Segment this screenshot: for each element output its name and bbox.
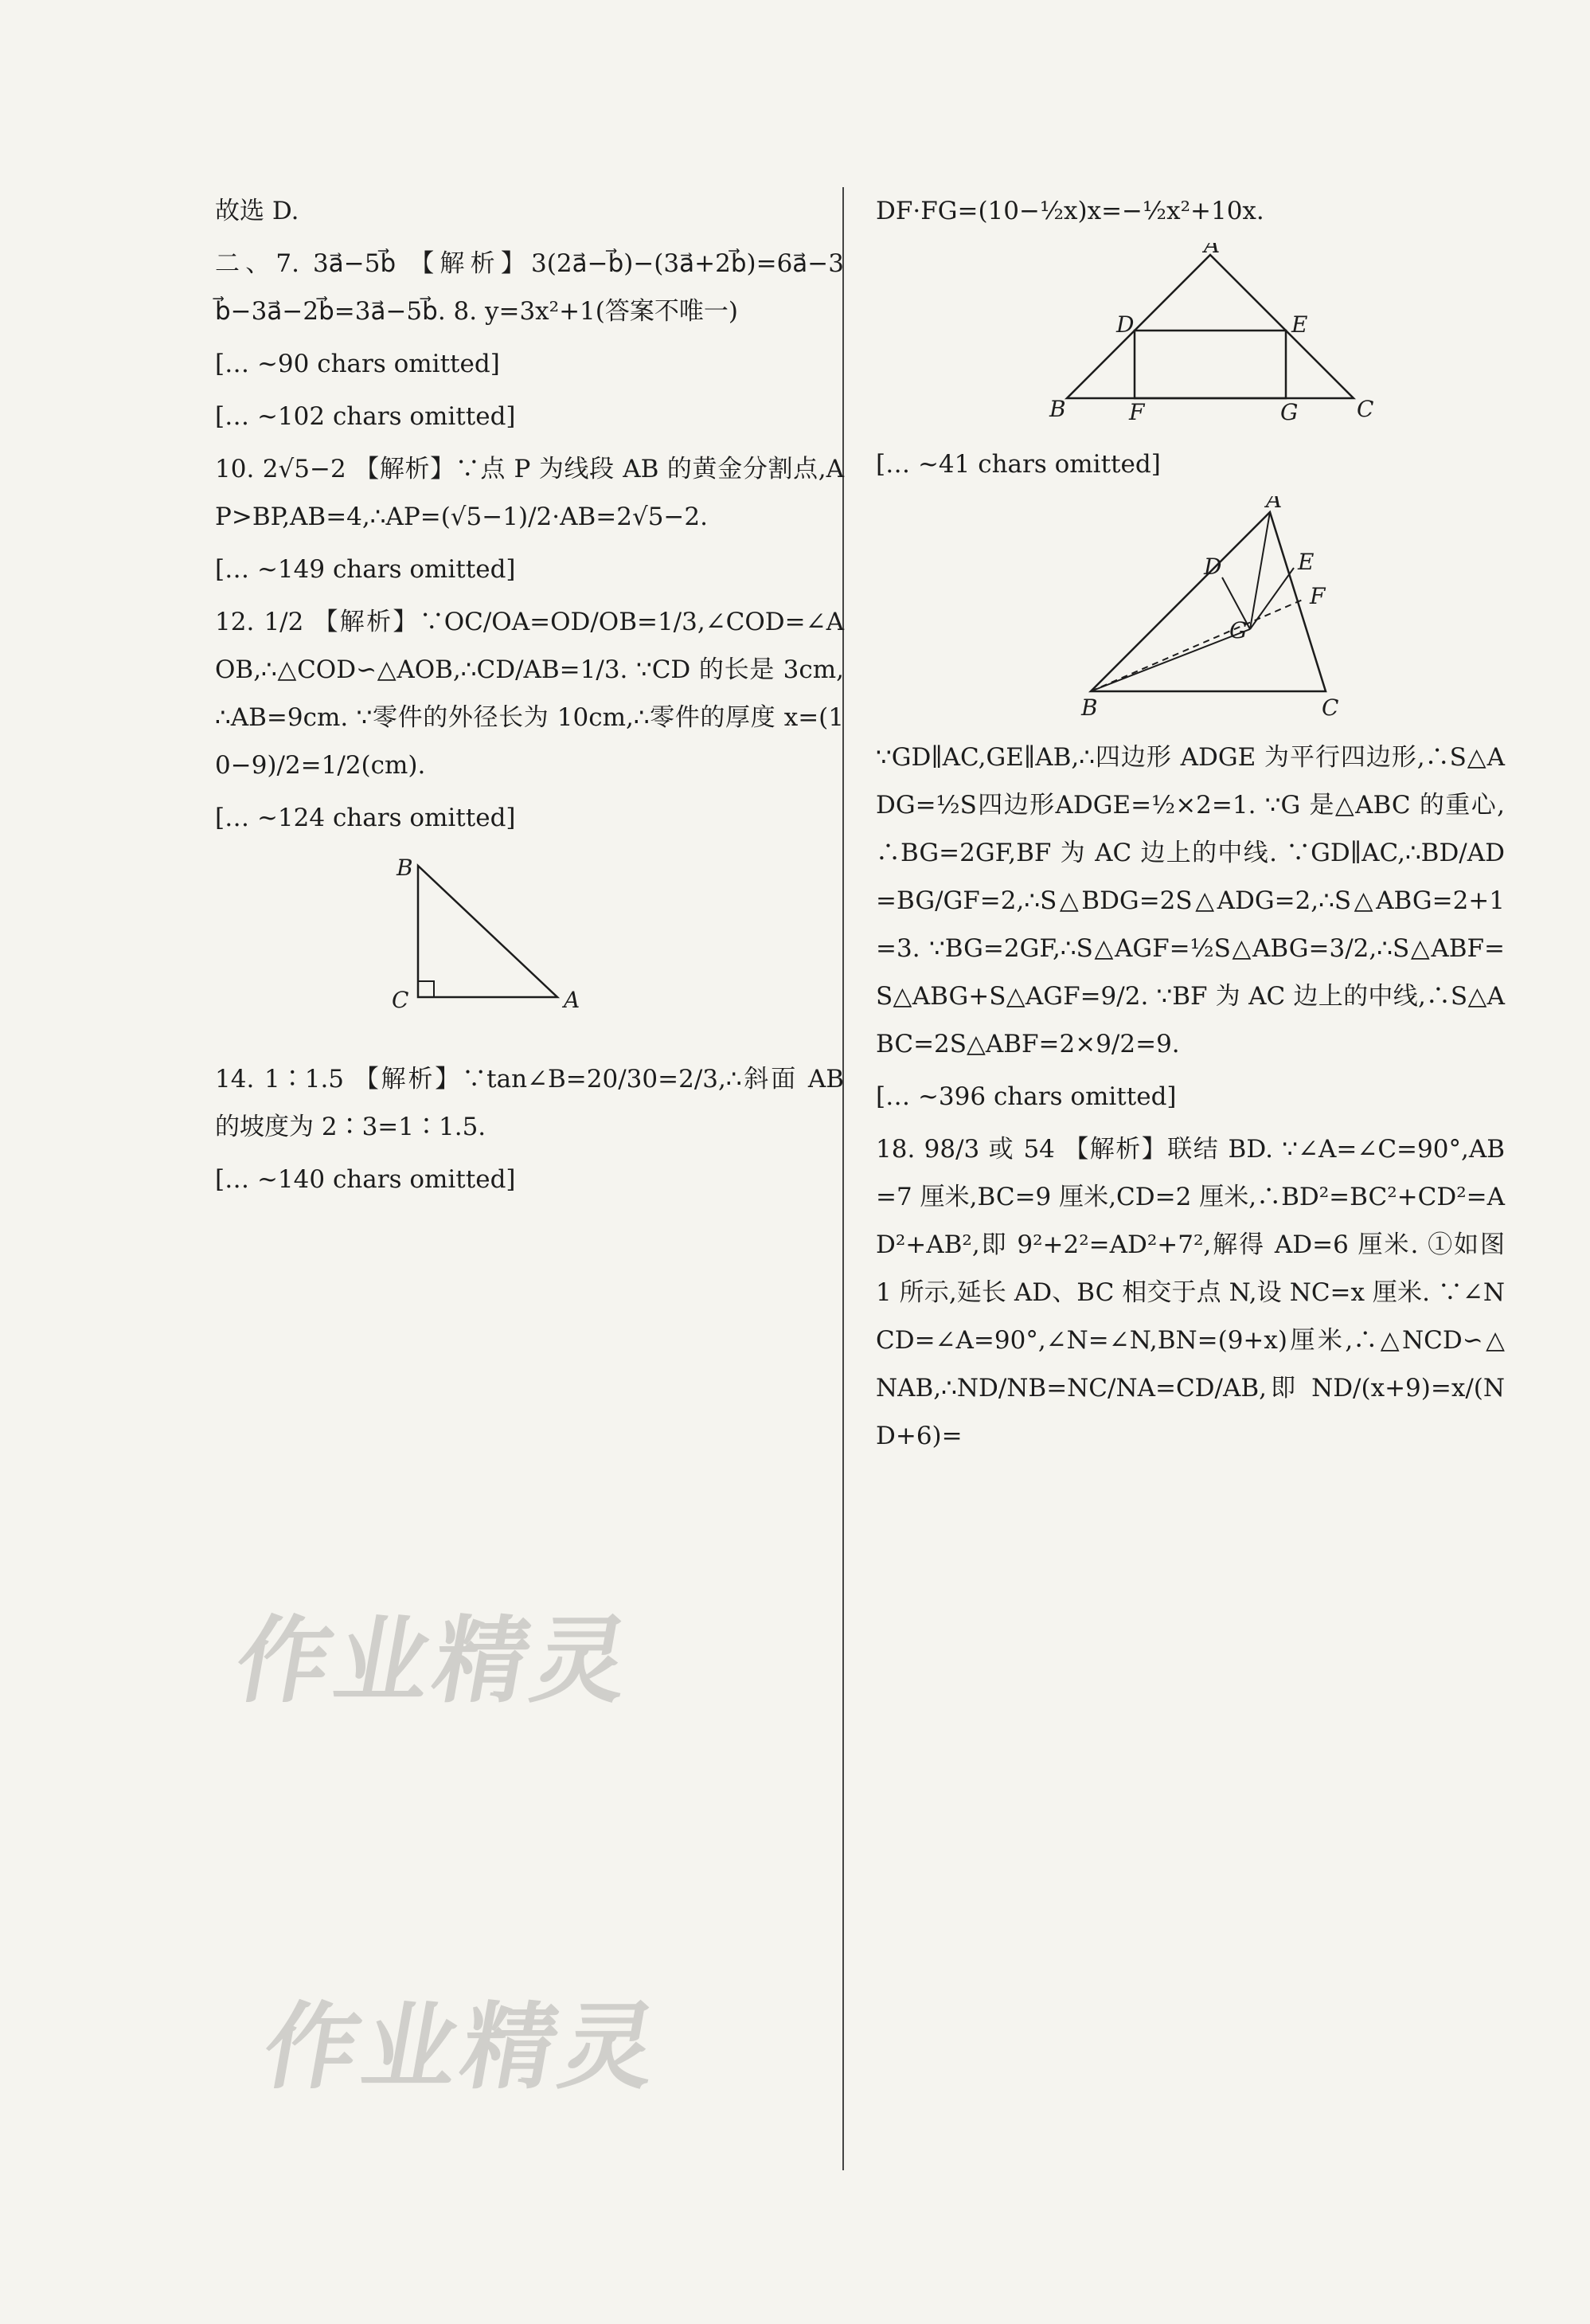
right-column [876, 187, 1505, 1465]
left-para-10: [… ~140 chars omitted] [215, 1165, 516, 1194]
fig16-label-c: C [1322, 694, 1339, 719]
left-para-5: 10. 2√5−2 【解析】∵点 P 为线段 AB 的黄金分割点,AP>BP,AB=4,∴AP=(√5−1)/2·AB=2√5−2. [215, 455, 844, 531]
fig16-label-f: F [1310, 583, 1326, 609]
fig13-label-c: C [392, 987, 409, 1013]
left-para-8: [… ~124 chars omitted] [215, 804, 516, 832]
left-column [215, 187, 844, 1208]
left-para-6: [… ~149 chars omitted] [215, 555, 516, 584]
figure-16-svg [876, 496, 1505, 719]
fig15-label-g: G [1280, 399, 1299, 425]
left-para-3: [… ~90 chars omitted] [215, 350, 500, 378]
fig15-label-d: D [1116, 311, 1135, 338]
fig16-label-e: E [1298, 549, 1315, 575]
fig16-label-g: G [1229, 617, 1248, 644]
fig16-label-a: A [1266, 496, 1283, 513]
right-para-5: 18. 98/3 或 54 【解析】联结 BD. ∵∠A=∠C=90°,AB=7 厘米,BC=9 厘米,CD=2 厘米,∴BD²=BC²+CD²=AD²+AB²,即 9²+2²=AD²+7²,解得 AD=6 厘米. ①如图 1 所示,延长 AD、BC 相交于点 N,设 NC=x 厘米. ∵∠NCD=∠A=90°,∠N=∠N,BN=(9+x)厘米,∴△NCD∽△NAB,∴ND/NB=NC/NA=CD/AB,即 ND/(x+9)=x/(ND+6)= [876, 1135, 1505, 1450]
fig16-label-b: B [1081, 694, 1098, 719]
left-para-4: [… ~102 chars omitted] [215, 402, 516, 431]
figure-16-triangle-centroid [876, 496, 1505, 719]
watermark-1: 作业精灵 [228, 1606, 643, 1716]
right-para-1: DF·FG=(10−½x)x=−½x²+10x. [876, 197, 1264, 225]
right-para-4: [… ~396 chars omitted] [876, 1082, 1177, 1111]
right-para-3: ∵GD∥AC,GE∥AB,∴四边形 ADGE 为平行四边形,∴S△ADG=½S四边形ADGE=½×2=1. ∵G 是△ABC 的重心,∴BG=2GF,BF 为 AC 边上的中线. ∵GD∥AC,∴BD/AD=BG/GF=2,∴S△BDG=2S△ADG=2,∴S△ABG=2+1=3. ∵BG=2GF,∴S△AGF=½S△ABG=3/2,∴S△ABF=S△ABG+S△AGF=9/2. ∵BF 为 AC 边上的中线,∴S△ABC=2S△ABF=2×9/2=9. [876, 743, 1505, 1058]
figure-15-trapezoid [876, 243, 1505, 426]
fig13-label-a: A [564, 987, 580, 1013]
left-para-7: 12. 1/2 【解析】∵OC/OA=OD/OB=1/3,∠COD=∠AOB,∴△COD∽△AOB,∴CD/AB=1/3. ∵CD 的长是 3cm,∴AB=9cm. ∵零件的外径长为 10cm,∴零件的厚度 x=(10−9)/2=1/2(cm). [215, 608, 844, 780]
figure-15-svg [876, 243, 1505, 426]
fig15-label-c: C [1357, 396, 1374, 422]
watermark-2: 作业精灵 [256, 1992, 670, 2102]
left-para-1: 故选 D. [215, 197, 299, 225]
figure-13-svg [215, 850, 844, 1041]
fig15-label-a: A [1204, 243, 1221, 258]
right-para-2: [… ~41 chars omitted] [876, 450, 1161, 479]
fig13-label-b: B [397, 855, 413, 881]
fig15-label-b: B [1049, 396, 1066, 422]
figure-13-right-triangle [215, 850, 844, 1041]
left-para-2: 二、7. 3a⃗−5b⃗ 【解析】3(2a⃗−b⃗)−(3a⃗+2b⃗)=6a⃗−3b⃗−3a⃗−2b⃗=3a⃗−5b⃗. 8. y=3x²+1(答案不唯一) [215, 249, 844, 326]
fig15-label-f: F [1129, 399, 1145, 425]
fig15-label-e: E [1291, 311, 1308, 338]
fig16-label-d: D [1204, 554, 1222, 580]
left-para-9: 14. 1∶1.5 【解析】∵tan∠B=20/30=2/3,∴斜面 AB 的坡度为 2∶3=1∶1.5. [215, 1065, 844, 1141]
